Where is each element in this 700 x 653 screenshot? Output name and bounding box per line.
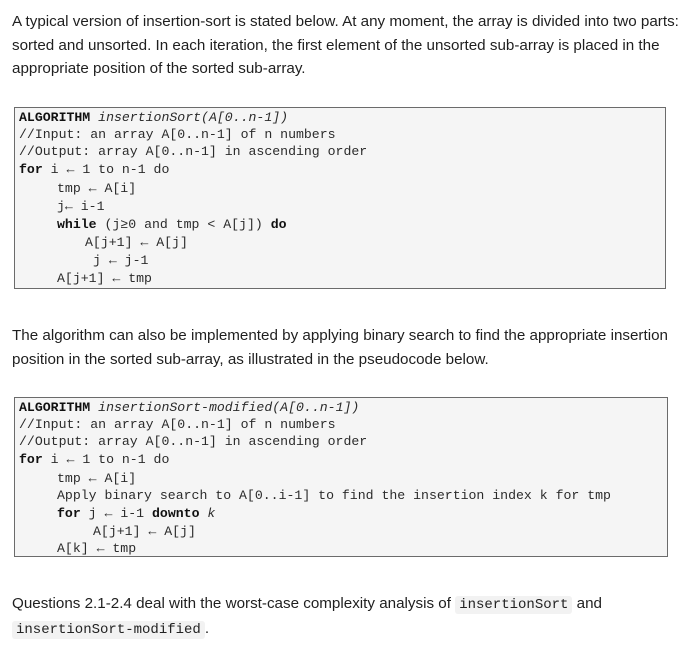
- shift-line: A[j+1] ← A[j]: [93, 524, 196, 539]
- algorithm-header: [19, 109, 288, 126]
- inner-for-start: j ← i-1: [88, 506, 145, 521]
- algorithm-header: [19, 399, 359, 416]
- insertion-sort-modified-pseudocode: [14, 397, 668, 557]
- decrement-line: j ← j-1: [93, 253, 149, 268]
- for-keyword: for: [57, 506, 81, 521]
- output-comment: //Output: array A[0..n-1] in ascending order: [19, 144, 368, 159]
- algorithm-signature: insertionSort(A[0..n-1]): [98, 110, 289, 125]
- for-loop-range: i ← 1 to n-1 do: [50, 162, 170, 177]
- inner-for-line: [57, 505, 215, 522]
- questions-prefix: Questions 2.1-2.4 deal with the worst-case complexity analysis of: [12, 595, 451, 612]
- questions-suffix: .: [204, 620, 210, 637]
- algorithm-signature: insertionSort-modified(A[0..n-1]): [98, 400, 360, 415]
- for-loop-line: [19, 451, 169, 468]
- tmp-assign-line: tmp ← A[i]: [57, 181, 137, 196]
- do-keyword: do: [270, 217, 287, 232]
- while-keyword: while: [57, 217, 97, 232]
- input-comment: //Input: an array A[0..n-1] of n numbers: [19, 417, 336, 432]
- for-keyword: for: [19, 452, 43, 467]
- insertion-sort-pseudocode: [14, 107, 666, 289]
- tmp-assign-line: tmp ← A[i]: [57, 471, 137, 486]
- for-keyword: for: [19, 162, 43, 177]
- questions-and: and: [576, 595, 602, 612]
- binary-search-line: Apply binary search to A[0..i-1] to find the insertion index k for tmp: [57, 488, 611, 503]
- while-line: [57, 216, 287, 233]
- place-line: A[j+1] ← tmp: [57, 271, 152, 286]
- j-assign-line: j← i-1: [57, 199, 105, 214]
- input-comment: //Input: an array A[0..n-1] of n numbers: [19, 127, 336, 142]
- algorithm-keyword: ALGORITHM: [19, 110, 91, 125]
- inline-code-insertionsort-modified: insertionSort-modified: [12, 621, 205, 639]
- algorithm-keyword: ALGORITHM: [19, 400, 91, 415]
- for-loop-line: [19, 161, 169, 178]
- inner-for-end: k: [207, 506, 216, 521]
- downto-keyword: downto: [152, 506, 200, 521]
- place-line: A[k] ← tmp: [57, 541, 137, 556]
- intro-paragraph: A typical version of insertion-sort is stated below. At any moment, the array is divided into two parts: sorted and unsorted. In each iteration, the first element of the unsorted sub-array is placed in the appropriate position of the sorted sub-array.: [12, 13, 679, 77]
- output-comment: //Output: array A[0..n-1] in ascending order: [19, 434, 368, 449]
- shift-line: A[j+1] ← A[j]: [85, 235, 188, 250]
- inline-code-insertionsort: insertionSort: [455, 596, 572, 614]
- for-loop-range: i ← 1 to n-1 do: [50, 452, 170, 467]
- binary-search-paragraph: The algorithm can also be implemented by applying binary search to find the appropriate insertion position in the sorted sub-array, as illustrated in the pseudocode below.: [12, 327, 668, 368]
- while-condition: (j≥0 and tmp < A[j]): [104, 217, 263, 232]
- questions-paragraph: [12, 592, 688, 642]
